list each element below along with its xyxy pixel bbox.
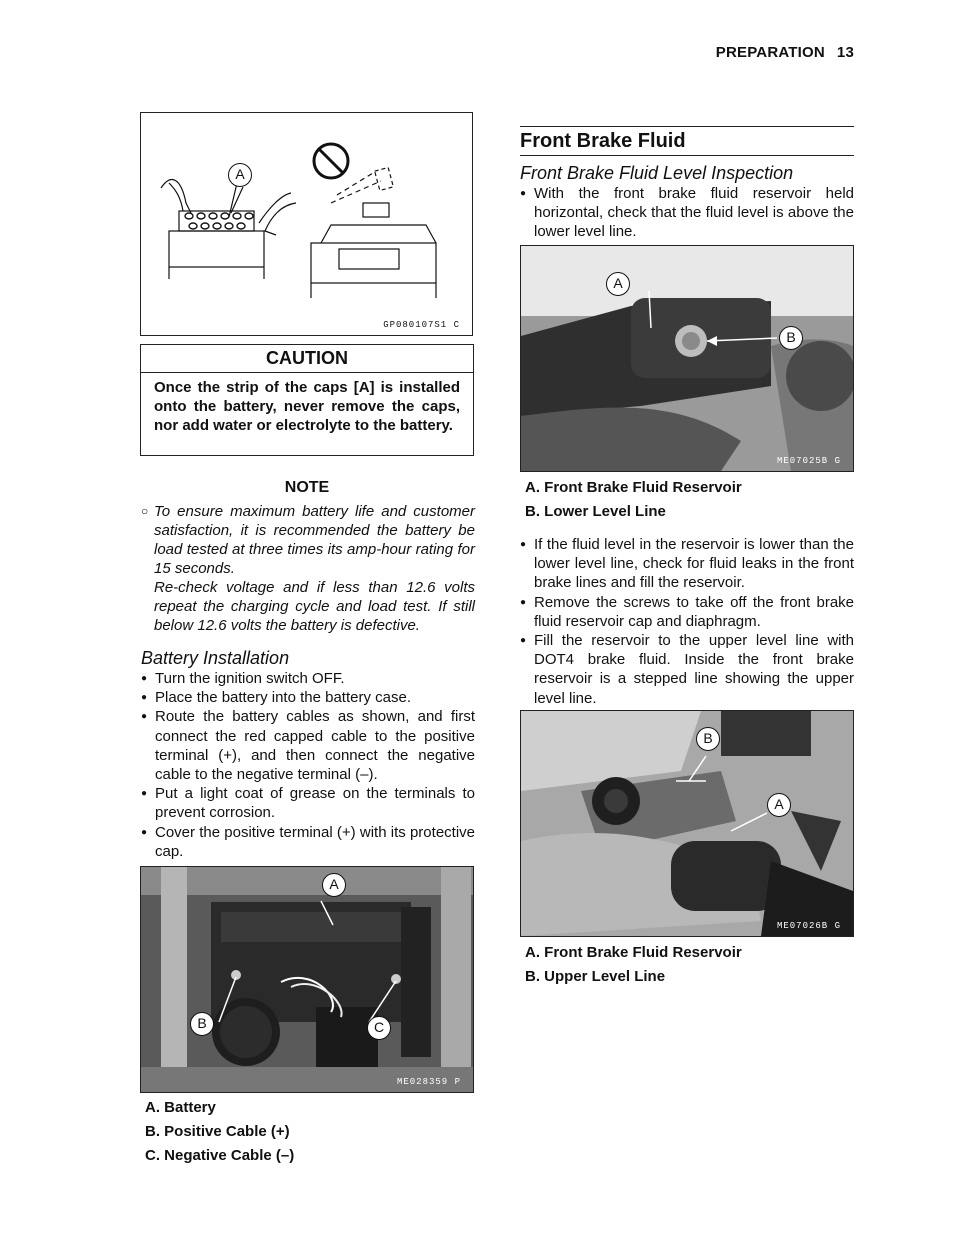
caution-text: Once the strip of the caps [A] is installed onto the battery, never remove the caps, nor add water or electrolyte to the battery. [154,379,460,434]
caption-c: C. Negative Cable (–) [145,1147,295,1164]
front-brake-intro [520,184,854,242]
caption-a: A. Battery [145,1099,216,1116]
page-number: 13 [836,44,854,61]
note-item [141,502,475,635]
caution-box [140,344,474,456]
figure-code: ME028359 P [396,1077,461,1087]
figure-code: ME07025B G [776,456,841,466]
callout-a: A [322,873,346,897]
caption-b: B. Upper Level Line [525,968,666,985]
reservoir-upper-level-photo [520,710,854,937]
callout-b: B [779,326,803,350]
battery-caps-drawing [141,113,472,335]
list-item: ● Cover the positive terminal (+) with its protective cap. [141,823,475,861]
reservoir-lower-image [521,246,853,471]
list-item: ● Turn the ignition switch OFF. [141,669,475,688]
caption-a: A. Front Brake Fluid Reservoir [525,944,742,961]
callout-a: A [228,163,252,187]
front-brake-steps [520,535,854,708]
battery-installation-steps [141,669,475,861]
note-title: NOTE [284,479,330,496]
note-bullet-icon: ○ [141,504,149,518]
reservoir-upper-captions [525,941,742,989]
list-item: ● Fill the reservoir to the upper level line with DOT4 brake fluid. Inside the front brake reservoir is a stepped line showing the upper level line. [520,631,854,708]
section-title: Front Brake Fluid [520,126,854,156]
battery-photo-captions [145,1096,294,1168]
caption-b: B. Positive Cable (+) [145,1123,290,1140]
subsection-title: Front Brake Fluid Level Inspection [520,163,794,183]
callout-c: C [367,1016,391,1040]
list-item: ● Place the battery into the battery case. [141,688,475,707]
battery-caps-illustration [140,112,473,336]
battery-photo-image [141,867,473,1092]
callout-b: B [696,727,720,751]
battery-photo [140,866,474,1093]
list-item: ● Remove the screws to take off the front brake fluid reservoir cap and diaphragm. [520,593,854,631]
list-item: ● Put a light coat of grease on the terminals to prevent corrosion. [141,784,475,822]
list-item: ● If the fluid level in the reservoir is lower than the lower level line, check for fluid leaks in the front brake lines and fill the reservoir. [520,535,854,593]
caption-a: A. Front Brake Fluid Reservoir [525,479,742,496]
note-text-1: To ensure maximum battery life and customer satisfaction, it is recommended the battery be load tested at three times its amp-hour rating for 15 seconds. [154,503,475,577]
caption-b: B. Lower Level Line [525,503,666,520]
section-name: PREPARATION [715,44,825,61]
callout-a: A [606,272,630,296]
figure-code: ME07026B G [776,921,841,931]
list-item: ● Route the battery cables as shown, and first connect the red capped cable to the positive terminal (+), and then connect the negative cable to the negative terminal (–). [141,707,475,784]
page-header [716,44,854,61]
reservoir-lower-captions [525,476,742,524]
figure-code: GP080107S1 C [383,320,460,330]
callout-b: B [190,1012,214,1036]
callout-a: A [767,793,791,817]
caution-title: CAUTION [141,345,473,373]
list-item: ● With the front brake fluid reservoir held horizontal, check that the fluid level is above the lower level line. [520,184,854,242]
note-text-2: Re-check voltage and if less than 12.6 volts repeat the charging cycle and load test. If still below 12.6 volts the battery is defective. [154,579,475,634]
reservoir-upper-image [521,711,853,936]
battery-installation-title: Battery Installation [141,648,290,668]
reservoir-lower-level-photo [520,245,854,472]
